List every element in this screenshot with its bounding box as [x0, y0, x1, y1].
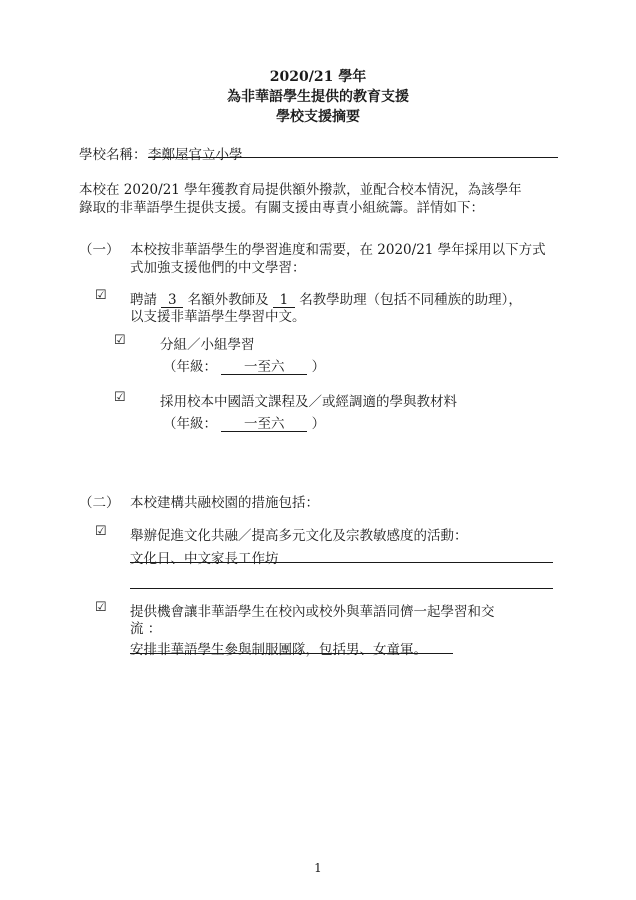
intro-line-2: 錄取的非華語學生提供支援。有關支援由專責小組統籌。詳情如下：: [79, 200, 484, 216]
section-1-number: （一）: [79, 242, 120, 258]
section-1-line-1: 本校按非華語學生的學習進度和需要，在 2020/21 學年採用以下方式: [130, 242, 546, 258]
peer-underline: [130, 653, 453, 654]
grade-pre: （年級：: [163, 359, 217, 375]
header-subtitle: 學校支援摘要: [276, 109, 360, 125]
group-learning-label: 分組／小組學習: [160, 337, 255, 353]
section-1-line-2: 式加強支援他們的中文學習：: [130, 260, 306, 276]
school-name-label: 學校名稱：: [79, 147, 147, 163]
peer-checkbox-icon: ☑: [95, 600, 107, 615]
school-name-value: 李鄭屋官立小學: [148, 147, 243, 163]
header-year: 2020/21 學年: [269, 69, 367, 85]
activity-value: 文化日、中文家長工作坊: [130, 551, 279, 567]
intro-line-1: 本校在 2020/21 學年獲教育局提供額外撥款，並配合校本情況，為該學年: [79, 182, 522, 198]
peer-line-1: 提供機會讓非華語學生在校內或校外與華語同儕一起學習和交: [130, 604, 495, 620]
teachers-count: 3: [161, 293, 183, 308]
grade-post: ）: [311, 416, 326, 432]
section-2-heading: 本校建構共融校園的措施包括：: [130, 495, 319, 511]
hire-pre: 聘請: [130, 292, 157, 308]
activity-label: 舉辦促進文化共融／提高多元文化及宗教敏感度的活動：: [130, 528, 468, 544]
section-2-number: （二）: [79, 495, 120, 511]
assistants-count: 1: [273, 293, 295, 308]
curriculum-grade-value: 一至六: [221, 417, 307, 432]
grade-post: ）: [311, 359, 326, 375]
header-title: 為非華語學生提供的教育支援: [227, 89, 409, 105]
school-name-underline: [148, 157, 558, 158]
peer-value: 安排非華語學生參與制服團隊，包括男、女童軍。: [130, 642, 427, 658]
curriculum-label: 採用校本中國語文課程及／或經調適的學與教材料: [160, 394, 457, 410]
peer-line-2: 流 ：: [130, 621, 162, 637]
hire-line-2: 以支援非華語學生學習中文。: [130, 309, 306, 325]
hire-mid: 名額外教師及: [187, 292, 269, 308]
group-grade: [163, 355, 325, 375]
curriculum-grade: [163, 412, 325, 432]
activity-underline-2: [130, 588, 553, 589]
group-checkbox-icon: ☑: [114, 333, 126, 348]
activity-underline-1: [130, 562, 553, 563]
page-number: 1: [314, 861, 322, 875]
hire-post: 名教學助理（包括不同種族的助理），: [299, 292, 522, 308]
hire-checkbox-icon: ☑: [95, 288, 107, 303]
group-grade-value: 一至六: [221, 360, 307, 375]
curriculum-checkbox-icon: ☑: [114, 390, 126, 405]
activity-checkbox-icon: ☑: [95, 524, 107, 539]
grade-pre: （年級：: [163, 416, 217, 432]
